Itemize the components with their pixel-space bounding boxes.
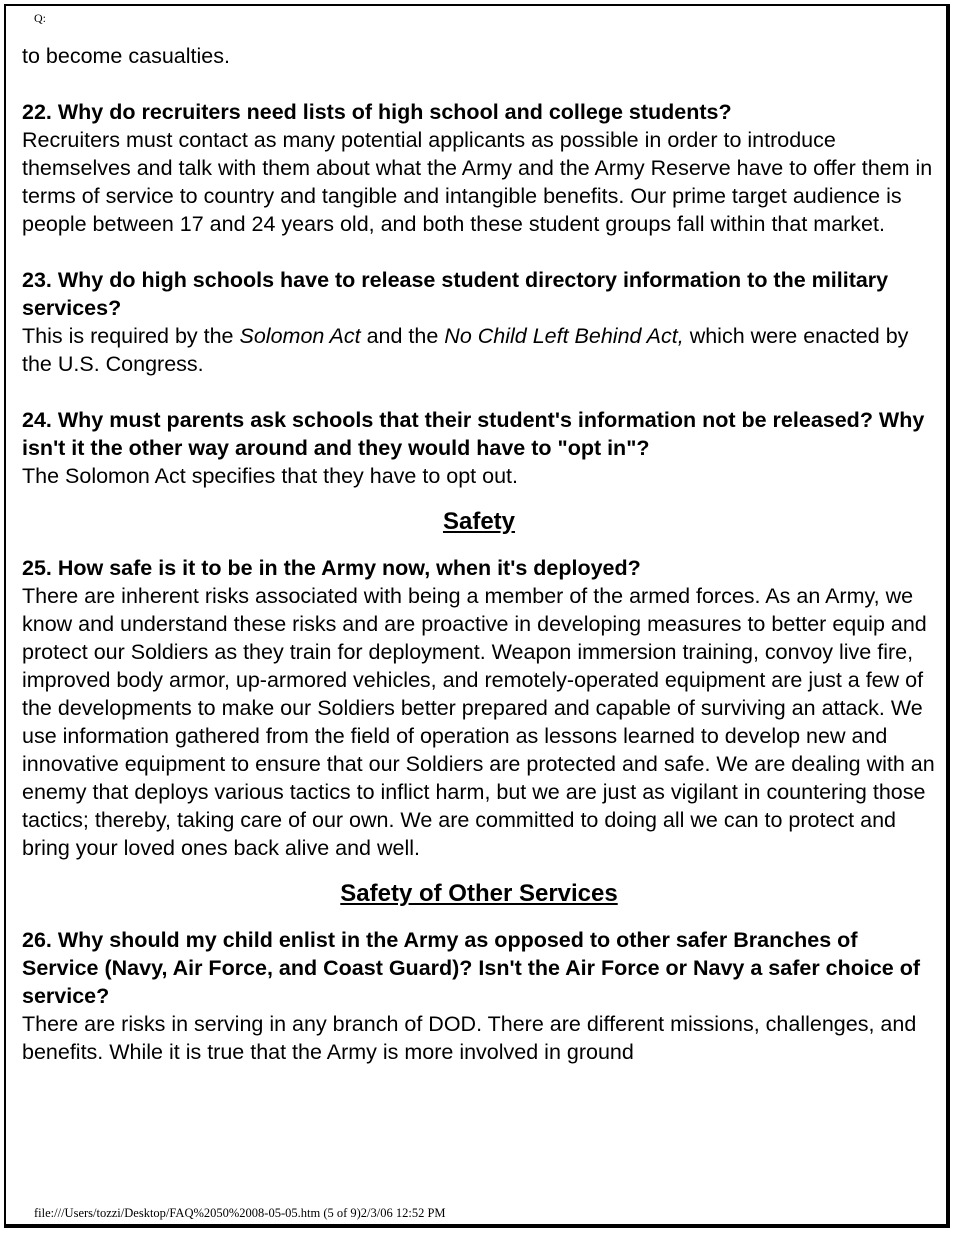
nclb-act-title: No Child Left Behind Act, (444, 324, 684, 348)
faq-22-question: 22. Why do recruiters need lists of high school and college students? (22, 100, 732, 124)
solomon-act-title: Solomon Act (239, 324, 361, 348)
faq-23-question: 23. Why do high schools have to release student directory information to the military services? (22, 268, 889, 320)
intro-line: to become casualties. (22, 44, 230, 68)
faq-23-answer: This is required by the Solomon Act and the No Child Left Behind Act, which were enacted by the U.S. Congress. (22, 324, 909, 376)
header-label: Q: (34, 11, 46, 25)
section-heading-safety: Safety (442, 508, 516, 535)
faq-24-question: 24. Why must parents ask schools that their student's information not be released? Why isn't it the other way around and they would have to "opt in"? (22, 408, 925, 460)
faq-24-answer: The Solomon Act specifies that they have to opt out. (22, 464, 518, 488)
faq-25-answer: There are inherent risks associated with being a member of the armed forces. As an Army, we know and understand these risks and are proactive in developing measures to better equip and protect our Soldiers as they train for deployment. Weapon immersion training, convoy live fire, improved body armor, up-armored vehicles, and remotely-operated equipment are just a few of the developments to make our Soldiers better prepared and capable of surviving an attack. We use information gathered from the field of operation as lessons learned to develop new and innovative equipment to ensure that our Soldiers are protected and safe. We are dealing with an enemy that deploys various tactics to inflict harm, but we are just as vigilant in countering those tactics; thereby, taking care of our own. We are committed to doing all we can to protect and bring your loved ones back alive and well. (22, 584, 935, 860)
faq-26-question: 26. Why should my child enlist in the Army as opposed to other safer Branches of Service (Navy, Air Force, and Coast Guard)? Isn't the Air Force or Navy a safer choice of service? (22, 928, 921, 1008)
faq-26-answer: There are risks in serving in any branch of DOD. There are different missions, challenges, and benefits. While it is true that the Army is more involved in ground (22, 1012, 917, 1064)
section-heading-other-services: Safety of Other Services (340, 880, 618, 907)
document-body (22, 42, 936, 1066)
faq-22-answer: Recruiters must contact as many potential applicants as possible in order to introduce themselves and talk with them about what the Army and the Army Reserve have to offer them in terms of service to country and tangible and intangible benefits. Our prime target audience is people between 17 and 24 years old, and both these student groups fall within that market. (22, 128, 933, 236)
page-footer-url: file:///Users/tozzi/Desktop/FAQ%2050%2008-05-05.htm (5 of 9)2/3/06 12:52 PM (34, 1206, 446, 1220)
faq-25-question: 25. How safe is it to be in the Army now, when it's deployed? (22, 556, 641, 580)
